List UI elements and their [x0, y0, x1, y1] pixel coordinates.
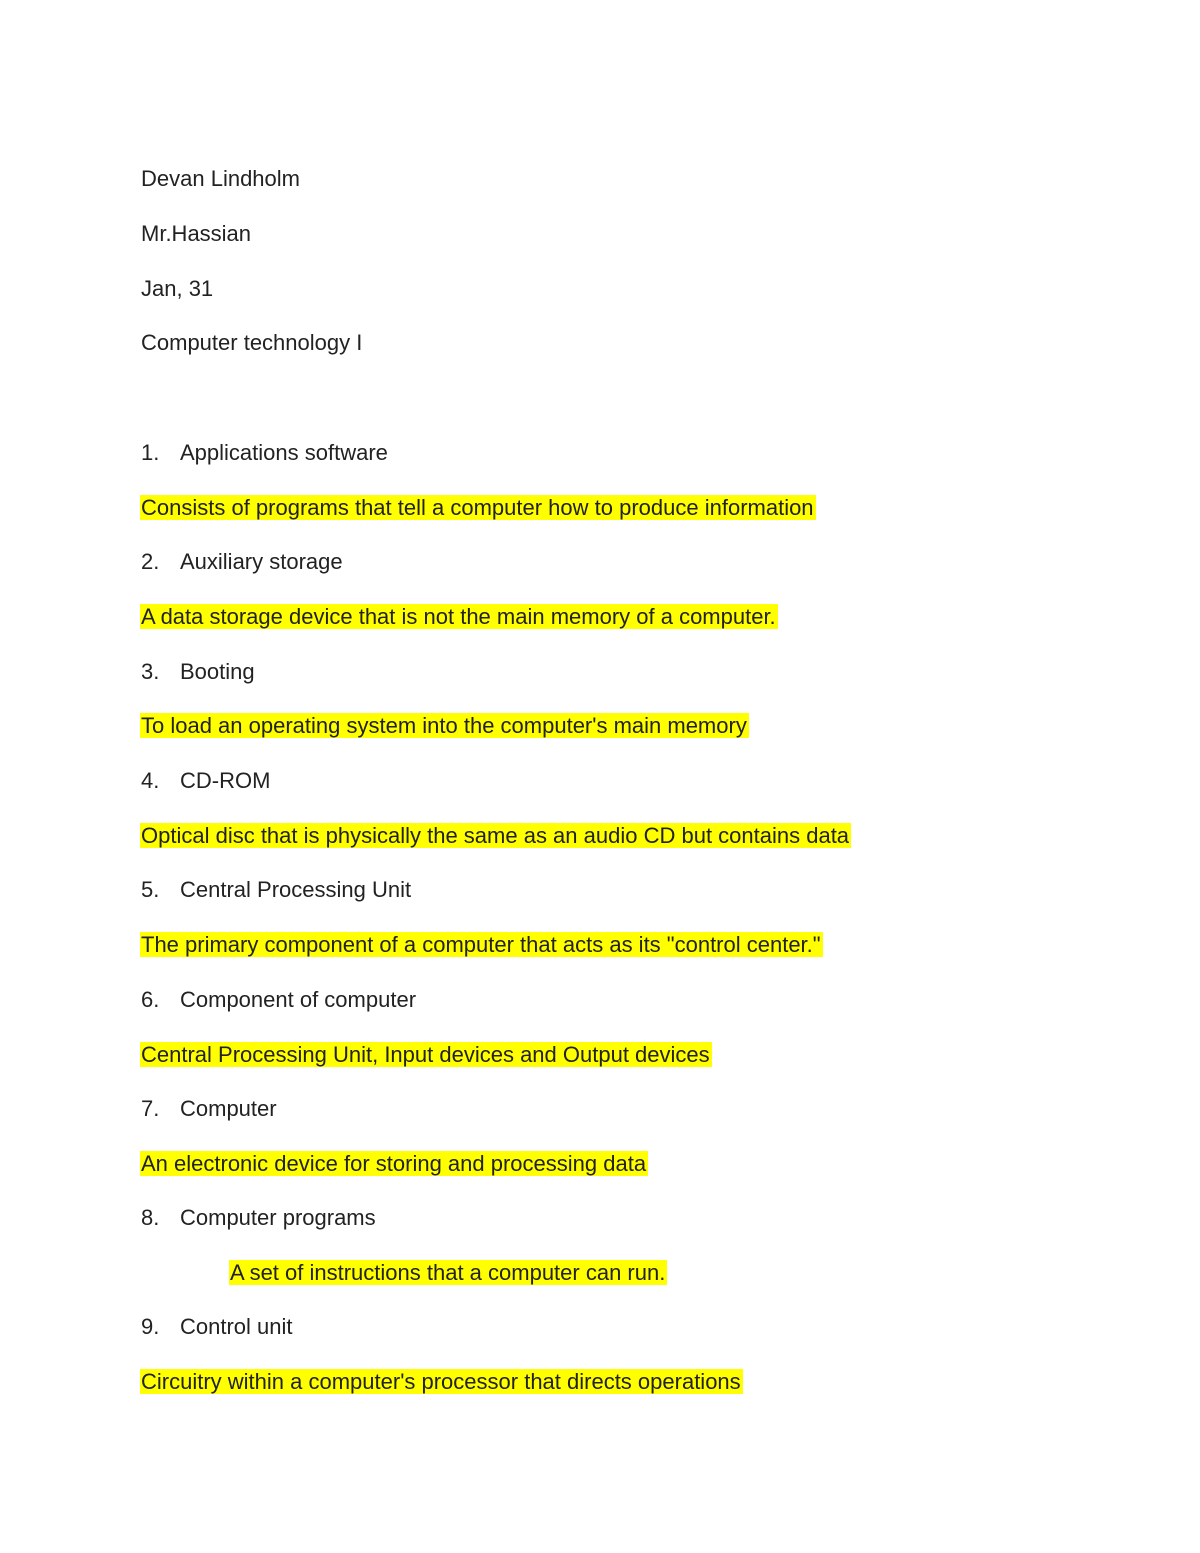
- teacher-name: Mr.Hassian: [141, 221, 252, 246]
- term-definition: [141, 1367, 743, 1397]
- term-number: 9.: [141, 1314, 160, 1339]
- term-number: 4.: [141, 768, 160, 793]
- term-item: [141, 875, 411, 905]
- term-number: 7.: [141, 1096, 160, 1121]
- term-number: 5.: [141, 877, 160, 902]
- term-item: [141, 547, 343, 577]
- term-definition: [141, 1149, 648, 1179]
- term-item: [141, 438, 388, 468]
- term-number: 3.: [141, 659, 160, 684]
- highlighted-definition: A set of instructions that a computer can run.: [230, 1260, 666, 1285]
- term-item: [141, 1312, 293, 1342]
- term-definition: [141, 821, 851, 851]
- highlighted-definition: Optical disc that is physically the same as an audio CD but contains data: [141, 823, 850, 848]
- term-label: Computer: [180, 1096, 277, 1121]
- term-definition: [141, 711, 749, 741]
- term-item: [141, 1094, 277, 1124]
- highlighted-definition: An electronic device for storing and processing data: [141, 1151, 647, 1176]
- term-definition: [141, 602, 778, 632]
- term-definition: [141, 1040, 712, 1070]
- highlighted-definition: To load an operating system into the computer's main memory: [141, 713, 747, 738]
- term-item: [141, 985, 416, 1015]
- assignment-date: Jan, 31: [141, 276, 214, 301]
- student-name: Devan Lindholm: [141, 166, 300, 191]
- term-number: 8.: [141, 1205, 160, 1230]
- term-label: Control unit: [180, 1314, 293, 1339]
- highlighted-definition: Central Processing Unit, Input devices and Output devices: [141, 1042, 710, 1067]
- term-definition: [230, 1258, 667, 1288]
- course-title: Computer technology I: [141, 330, 363, 355]
- term-number: 2.: [141, 549, 160, 574]
- term-label: Central Processing Unit: [180, 877, 412, 902]
- term-label: Component of computer: [180, 987, 417, 1012]
- term-item: [141, 766, 270, 796]
- term-item: [141, 657, 255, 687]
- term-label: CD-ROM: [180, 768, 271, 793]
- term-definition: [141, 930, 823, 960]
- highlighted-definition: The primary component of a computer that acts as its "control center.": [141, 932, 821, 957]
- term-label: Booting: [180, 659, 255, 684]
- term-label: Auxiliary storage: [180, 549, 343, 574]
- highlighted-definition: Consists of programs that tell a computer how to produce information: [141, 495, 814, 520]
- term-item: [141, 1203, 376, 1233]
- highlighted-definition: Circuitry within a computer's processor that directs operations: [141, 1369, 741, 1394]
- term-label: Computer programs: [180, 1205, 376, 1230]
- highlighted-definition: A data storage device that is not the main memory of a computer.: [141, 604, 776, 629]
- term-label: Applications software: [180, 440, 388, 465]
- term-number: 1.: [141, 440, 160, 465]
- term-definition: [141, 493, 816, 523]
- term-number: 6.: [141, 987, 160, 1012]
